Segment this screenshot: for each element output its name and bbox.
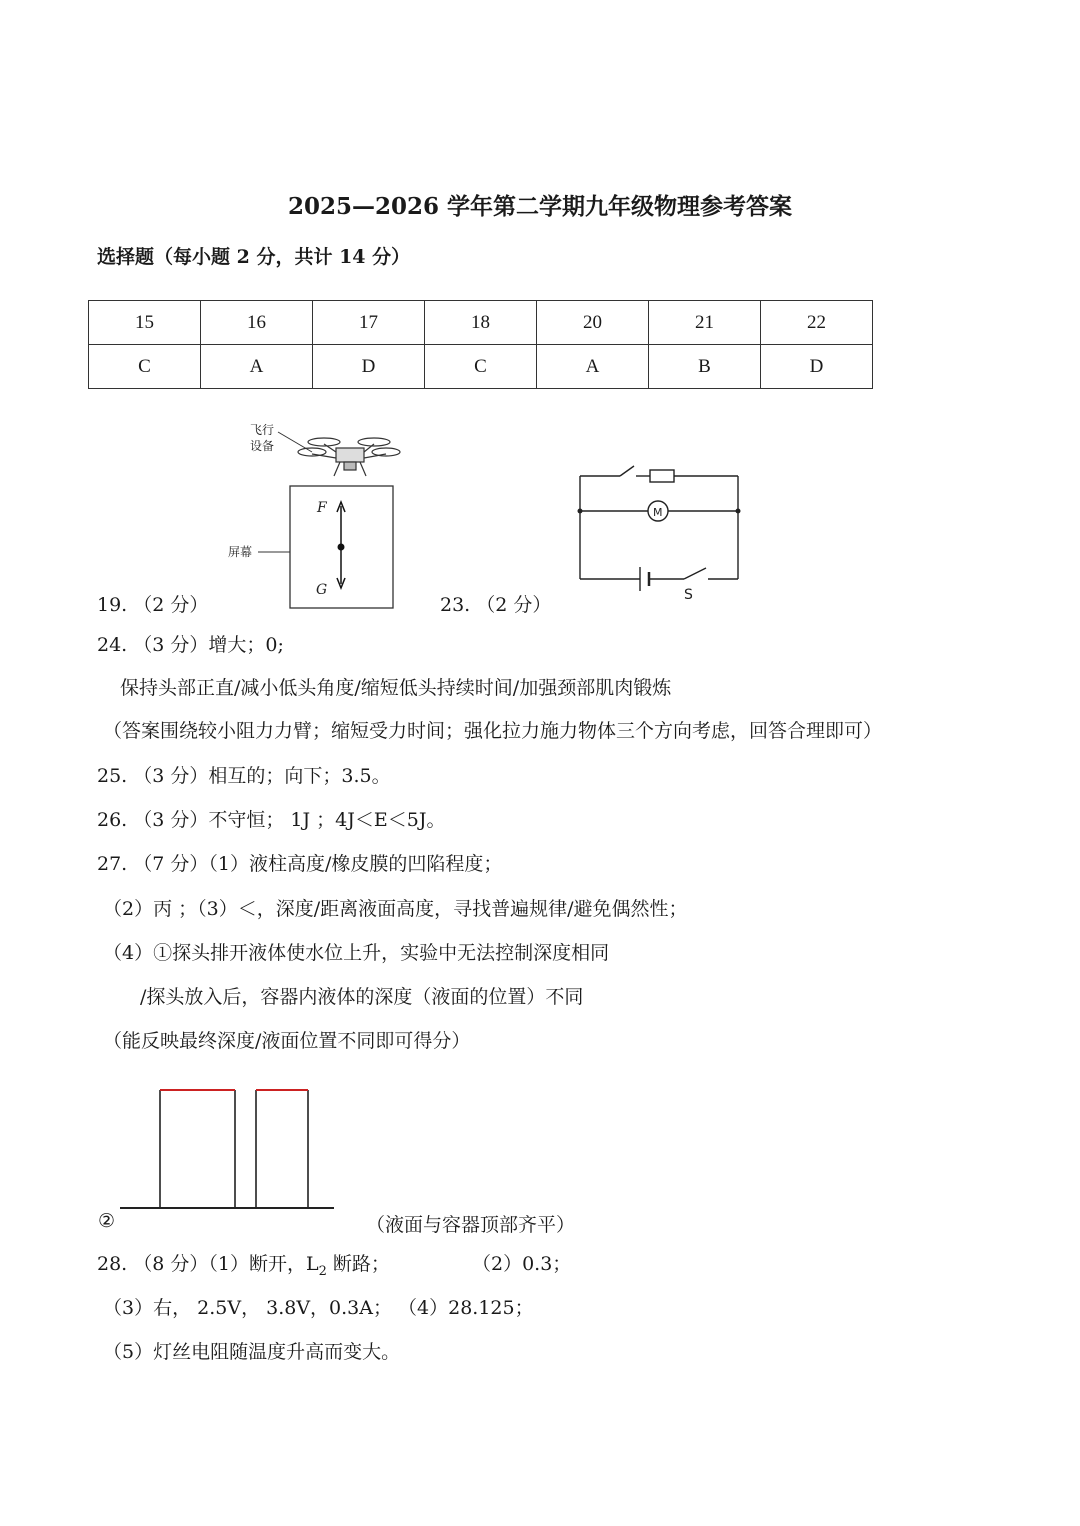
answer-cell: B	[649, 345, 761, 389]
force-label-g: G	[316, 582, 328, 598]
q27-line5: （能反映最终深度/液面位置不同即可得分）	[103, 1030, 471, 1052]
q19-force-diagram	[220, 418, 420, 613]
question-number-cell: 21	[649, 301, 761, 345]
resistor-icon	[650, 470, 674, 482]
q26-answer: 26. （3 分）不守恒； 1J ；4J＜E＜5J。	[97, 809, 446, 831]
screen-label: 屏幕	[228, 545, 253, 559]
question-number-cell: 17	[313, 301, 425, 345]
q27-part2-marker: ②	[98, 1210, 116, 1232]
question-number-cell: 20	[537, 301, 649, 345]
q27-line3: （4）①探头排开液体使水位上升，实验中无法控制深度相同	[103, 942, 610, 964]
q28-part1: 28. （8 分）（1）断开，L	[97, 1253, 319, 1275]
choice-answer-table	[88, 300, 873, 389]
table-row-answers	[89, 345, 873, 389]
q24-answer: 24. （3 分）增大；0;	[97, 634, 284, 656]
q28-subscript: 2	[318, 1263, 327, 1279]
q27-line2: （2）丙 ；（3）＜，深度/距离液面高度，寻找普遍规律/避免偶然性；	[103, 898, 688, 920]
answer-cell: C	[89, 345, 201, 389]
answer-cell: A	[537, 345, 649, 389]
q28-part1b: 断路；	[326, 1253, 390, 1275]
force-label-f: F	[317, 500, 327, 516]
answer-cell: C	[425, 345, 537, 389]
question-number-cell: 15	[89, 301, 201, 345]
motor-label: M	[653, 506, 663, 519]
device-label-line1: 飞行	[250, 423, 275, 437]
drone-icon	[298, 438, 400, 476]
q24-line1: 保持头部正直/减小低头角度/缩短低头持续时间/加强颈部肌肉锻炼	[120, 677, 672, 699]
q28-part2: （2）0.3；	[472, 1253, 572, 1275]
q19-label: 19. （2 分）	[97, 594, 209, 616]
q27-line4: /探头放入后，容器内液体的深度（液面的位置）不同	[140, 986, 584, 1008]
q27-answer: 27. （7 分）（1）液柱高度/橡皮膜的凹陷程度；	[97, 853, 503, 875]
device-pointer-line	[278, 432, 312, 452]
q23-circuit-diagram	[570, 455, 750, 605]
q28-answer	[97, 1249, 390, 1279]
q28-line2: （3）右， 2.5V， 3.8V，0.3A； （4）28.125；	[103, 1297, 534, 1319]
section-heading-choice: 选择题（每小题 2 分，共计 14 分）	[97, 246, 411, 268]
switch-open-icon	[620, 466, 634, 476]
page-title: 2025—2026 学年第二学期九年级物理参考答案	[287, 193, 793, 220]
q27-part2-note: （液面与容器顶部齐平）	[366, 1214, 576, 1236]
table-row-numbers	[89, 301, 873, 345]
question-number-cell: 18	[425, 301, 537, 345]
question-number-cell: 22	[761, 301, 873, 345]
answer-cell: D	[313, 345, 425, 389]
q23-label: 23. （2 分）	[440, 594, 552, 616]
junction-dot	[578, 509, 583, 514]
q27-containers-diagram	[118, 1082, 338, 1214]
q28-line3: （5）灯丝电阻随温度升高而变大。	[103, 1341, 401, 1363]
switch-label: S	[684, 587, 693, 603]
q24-note: （答案围绕较小阻力力臂；缩短受力时间；强化拉力施力物体三个方向考虑，回答合理即可）	[103, 720, 883, 742]
device-label-line2: 设备	[250, 439, 275, 453]
q25-answer: 25. （3 分）相互的；向下；3.5。	[97, 765, 391, 787]
switch-s-icon	[684, 568, 706, 579]
answer-cell: A	[201, 345, 313, 389]
junction-dot	[736, 509, 741, 514]
center-of-mass-dot	[338, 544, 345, 551]
answer-cell: D	[761, 345, 873, 389]
question-number-cell: 16	[201, 301, 313, 345]
